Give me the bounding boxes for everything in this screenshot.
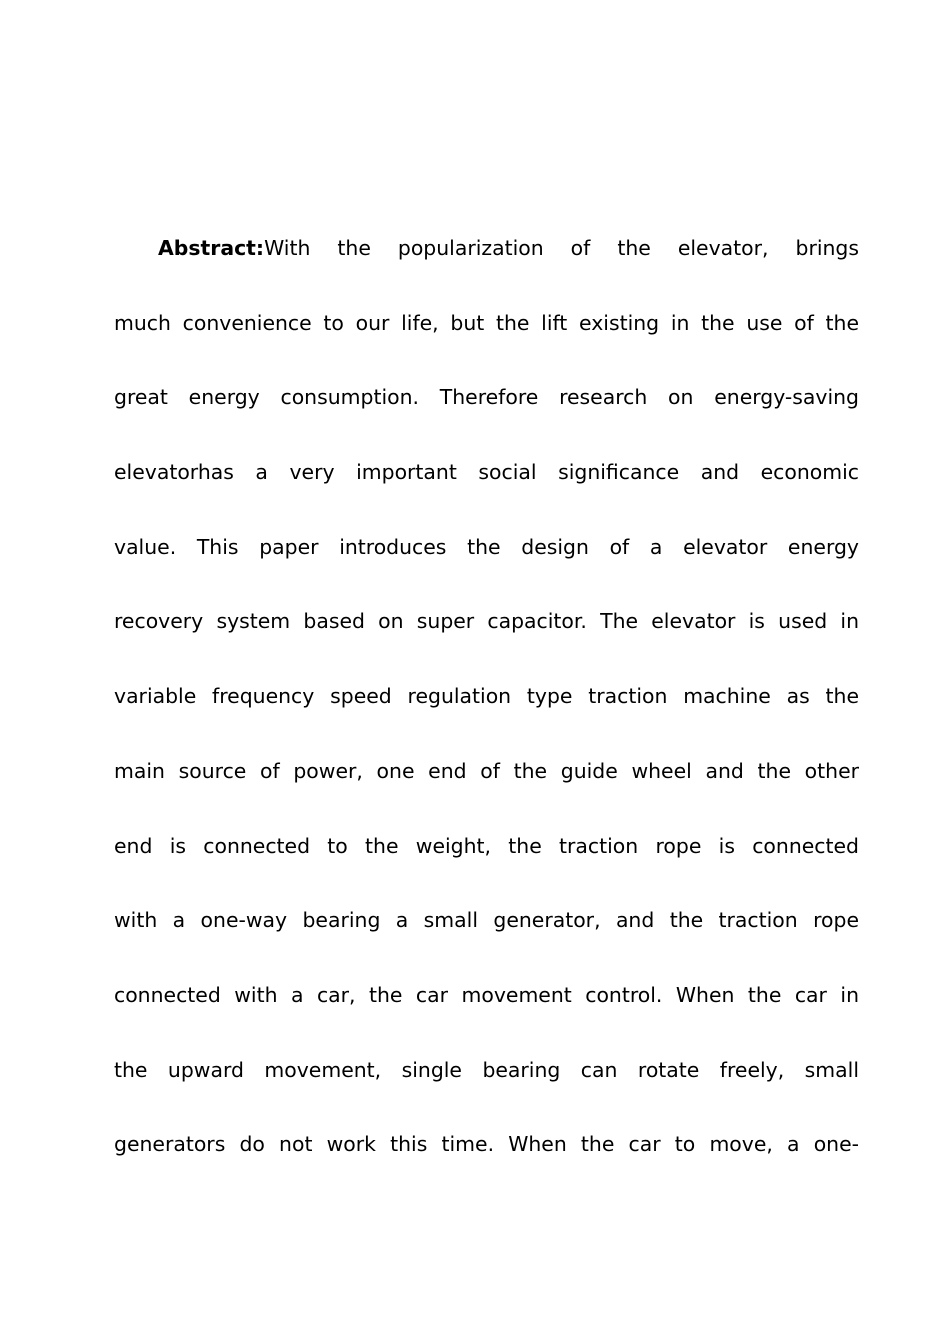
abstract-line: elevatorhas a very important social significance and economic — [114, 460, 859, 485]
abstract-line: generators do not work this time. When the car to move, a one- — [114, 1132, 859, 1157]
abstract-line: much convenience to our life, but the lift existing in the use of the — [114, 310, 859, 335]
abstract-label: Abstract: — [158, 236, 265, 260]
abstract-line: main source of power, one end of the guide wheel and the other — [114, 758, 859, 783]
abstract-line-text: With the popularization of the elevator, brings — [264, 236, 859, 260]
abstract-line: connected with a car, the car movement control. When the car in — [114, 982, 859, 1007]
abstract-line: great energy consumption. Therefore research on energy-saving — [114, 385, 859, 410]
abstract-line: recovery system based on super capacitor. The elevator is used in — [114, 609, 859, 634]
abstract-line: the upward movement, single bearing can rotate freely, small — [114, 1057, 859, 1082]
abstract-line — [114, 222, 859, 297]
abstract-paragraph — [114, 222, 859, 1193]
abstract-line: variable frequency speed regulation type traction machine as the — [114, 684, 859, 709]
abstract-line: value. This paper introduces the design of a elevator energy — [114, 534, 859, 559]
abstract-line: end is connected to the weight, the traction rope is connected — [114, 833, 859, 858]
abstract-line: with a one-way bearing a small generator, and the traction rope — [114, 908, 859, 933]
